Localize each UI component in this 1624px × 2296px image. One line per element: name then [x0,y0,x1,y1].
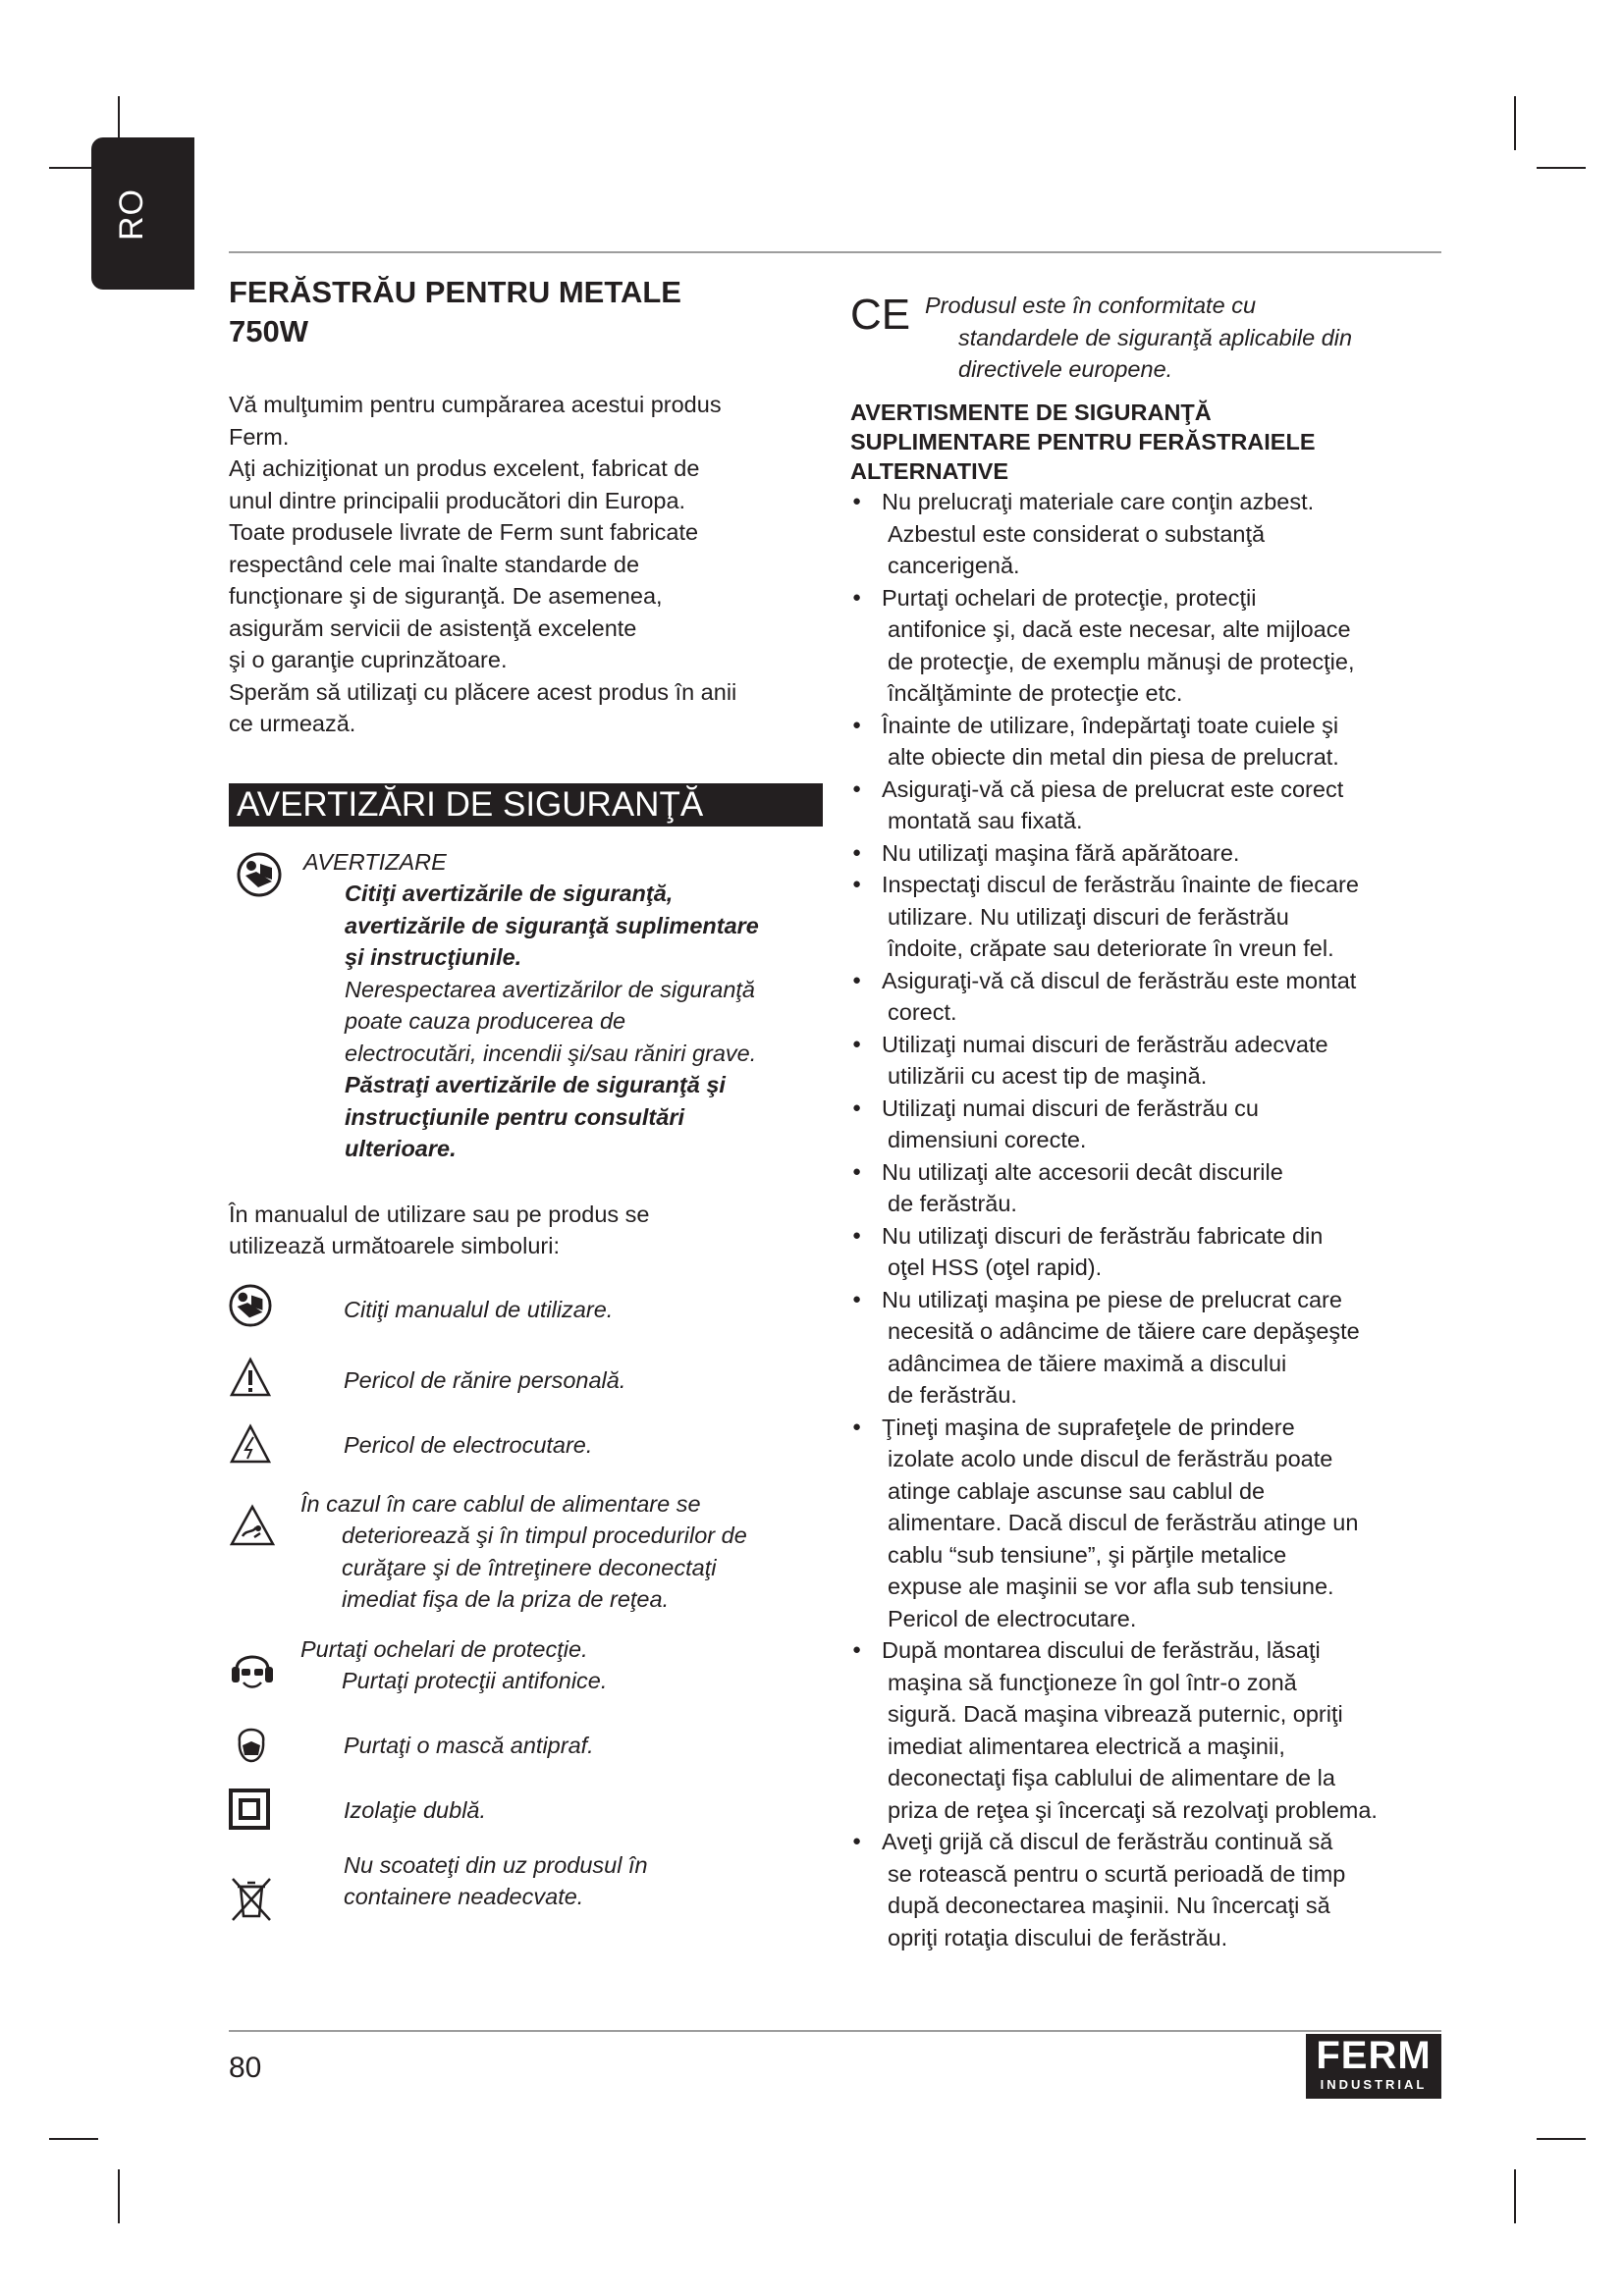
title-line: FERĂSTRĂU PENTRU METALE [229,275,681,309]
crop-mark [1514,96,1516,150]
symbol-row [229,1633,823,1720]
warning-bold-line: avertizările de siguranţă suplimentare [345,912,759,938]
bullet-line: ● După montarea discului de ferăstrău, lăsaţi [882,1637,1321,1663]
ce-block [850,290,1459,386]
bullet-line: cablu “sub tensiune”, şi părţile metalice [888,1541,1287,1568]
left-column [229,273,823,1928]
bullet-line: ● Inspectaţi discul de ferăstrău înainte de fiecare [882,872,1359,897]
double-insulation-icon [229,1789,270,1839]
bullet-line: Azbestul este considerat o substanţă [888,520,1266,547]
bullet-line: încălţăminte de protecţie etc. [888,680,1183,706]
bullet-line: ● Asiguraţi-vă că discul de ferăstrău este montat [882,967,1357,993]
bullet-line: maşina să funcţioneze în gol într-o zonă [888,1669,1297,1695]
symbol-row [229,1488,823,1633]
intro-line: unul dintre principalii producători din Europa. [229,487,686,513]
intro-line: asigurăm servicii de asistenţă excelente [229,614,637,641]
bullet-line: imediat alimentarea electrică a maşinii, [888,1733,1285,1759]
bullet-line: ● Înainte de utilizare, îndepărtaţi toate cuiele şi [882,712,1339,738]
safety-bullet-item [850,1634,1459,1826]
safety-bullet-item [850,1284,1459,1412]
bullet-line: după deconectarea maşinii. Nu încercaţi să [888,1893,1330,1918]
heading-line: ALTERNATIVE [850,458,1009,484]
safety-bullet-item [850,582,1459,710]
intro-line: Toate produsele livrate de Ferm sunt fabricate [229,519,699,545]
section-banner: AVERTIZĂRI DE SIGURANŢĂ [229,783,823,827]
symbols-intro-line: utilizează următoarele simboluri: [229,1233,560,1258]
bullet-line: ● Nu prelucraţi materiale care conţin azbest. [882,489,1315,514]
ce-text: standardele de siguranţă aplicabile din [958,324,1353,350]
goggles-earmuffs-icon [229,1647,276,1701]
symbol-text-block [229,1633,823,1697]
symbol-text: Nu scoateţi din uz produsul în [344,1851,648,1878]
safety-bullet-item [850,774,1459,837]
crop-mark [1514,2169,1516,2223]
page-number: 80 [229,2052,262,2084]
symbol-text: Purtaţi o mască antipraf. [344,1732,594,1758]
bullet-line: sigură. Dacă maşina vibrează puternic, opriţi [888,1701,1343,1727]
warning-italic-line: Nerespectarea avertizărilor de siguranţă [345,976,755,1002]
supplementary-heading [850,398,1459,486]
bullet-line: ● Utilizaţi numai discuri de ferăstrău cu [882,1095,1259,1121]
bottom-rule [229,2030,1441,2032]
bullet-line: îndoite, crăpate sau deteriorate în vreun fel. [888,935,1334,961]
bullet-line: de protecţie, de exemplu mănuşi de protecţie, [888,648,1355,674]
symbol-row [229,1720,823,1789]
bullet-line: antifonice şi, dacă este necesar, alte mijloace [888,616,1351,642]
right-column [850,290,1459,1953]
logo-subtext: INDUSTRIAL [1320,2077,1428,2092]
warning-bold-line: ulterioare. [345,1136,457,1161]
bullet-line: ● Ţineţi maşina de suprafeţele de prindere [882,1414,1295,1440]
ce-text: Produsul este în conformitate cu [925,293,1257,318]
electric-shock-icon [229,1423,272,1473]
language-code: RO [113,188,150,240]
bullet-line: corect. [888,999,957,1025]
safety-bullet-item [850,710,1459,774]
bullet-line: Pericol de electrocutare. [888,1605,1137,1631]
bullet-line: ● Nu utilizaţi alte accesorii decât discurile [882,1158,1283,1185]
intro-line: funcţionare şi de siguranţă. De asemenea, [229,583,663,609]
bullet-line: dimensiuni corecte. [888,1127,1087,1152]
symbol-text: În cazul în care cablul de alimentare se [300,1490,701,1517]
safety-bullet-item [850,1093,1459,1156]
safety-bullet-item [850,869,1459,965]
symbols-intro [229,1199,823,1262]
warning-italic-line: electrocutări, incendii şi/sau răniri grave. [345,1040,757,1066]
bullet-line: necesită o adâncime de tăiere care depăşeşte [888,1318,1360,1344]
symbol-text: Purtaţi ochelari de protecţie. [300,1635,588,1662]
warning-block [229,846,823,1165]
safety-bullet-item [850,1220,1459,1284]
bullet-line: ● Aveţi grijă că discul de ferăstrău continuă să [882,1829,1333,1854]
warning-heading: AVERTIZARE [303,848,447,875]
crop-mark [1537,2138,1586,2140]
bullet-line: de ferăstrău. [888,1191,1017,1216]
damaged-cable-icon [229,1504,276,1556]
intro-line: Vă mulţumim pentru cumpărarea acestui produs [229,392,722,417]
bullet-line: izolate acolo unde discul de ferăstrău poate [888,1446,1333,1471]
symbol-text: curăţare şi de întreţinere deconectaţi [342,1554,717,1580]
intro-line: Ferm. [229,423,290,450]
crop-mark [49,2138,98,2140]
safety-bullet-item [850,837,1459,870]
intro-line: Sperăm să utilizaţi cu plăcere acest produs în anii [229,678,737,705]
bullet-line: ● Asiguraţi-vă că piesa de prelucrat este corect [882,775,1344,802]
language-tab [91,137,194,290]
symbol-text: Citiţi manualul de utilizare. [344,1296,614,1322]
symbol-row [229,1355,823,1423]
ferm-industrial-logo [1306,2034,1441,2099]
bullet-line: utilizării cu acest tip de maşină. [888,1063,1208,1089]
symbol-text-block [229,1849,823,1913]
bullet-line: alte obiecte din metal din piesa de prelucrat. [888,744,1339,770]
bullet-line: expuse ale maşinii se vor afla sub tensiune. [888,1574,1334,1599]
symbol-text: imediat fişa de la priza de reţea. [342,1586,670,1612]
bullet-line: montată sau fixată. [888,808,1083,833]
bullet-line: oţel HSS (oţel rapid). [888,1255,1103,1280]
bullet-line: ● Purtaţi ochelari de protecţie, protecţii [882,584,1257,611]
safety-bullet-item [850,965,1459,1029]
symbol-row [229,1284,823,1355]
ce-text-block [850,290,1459,386]
bullet-line: adâncimea de tăiere maximă a discului [888,1350,1287,1376]
warning-bold-line: Citiţi avertizările de siguranţă, [345,881,674,906]
bullet-line: ● Nu utilizaţi maşina pe piese de prelucrat care [882,1286,1342,1312]
bullet-line: deconectaţi fişa cablului de alimentare de la [888,1765,1335,1790]
warning-triangle-icon [229,1357,272,1407]
crossed-bin-icon [229,1875,274,1933]
title-line: 750W [229,314,308,348]
heading-line: AVERTISMENTE DE SIGURANŢĂ [850,400,1212,425]
logo-text: FERM [1316,2034,1432,2077]
bullet-line: priza de reţea şi încercaţi să rezolvaţi problema. [888,1796,1378,1823]
intro-line: ce urmează. [229,711,356,736]
bullet-line: ● Utilizaţi numai discuri de ferăstrău adecvate [882,1031,1328,1057]
top-rule [229,251,1441,253]
read-manual-icon [229,1284,272,1336]
safety-bullet-item [850,1826,1459,1953]
safety-bullet-item [850,486,1459,582]
bullet-line: de ferăstrău. [888,1382,1017,1408]
safety-bullet-item [850,1412,1459,1635]
symbol-row [229,1849,823,1928]
bullet-line: alimentare. Dacă discul de ferăstrău atinge un [888,1510,1359,1535]
intro-line: şi o garanţie cuprinzătoare. [229,647,508,672]
symbol-text: Pericol de rănire personală. [344,1366,626,1393]
warning-bold-line: Păstraţi avertizările de siguranţă şi [345,1072,726,1097]
dust-mask-icon [229,1720,274,1776]
intro-line: respectând cele mai înalte standarde de [229,551,640,577]
safety-bullet-item [850,1156,1459,1220]
read-manual-icon [237,852,282,906]
crop-mark [1537,167,1586,169]
ce-text: directivele europene. [958,356,1173,382]
page-title [229,273,823,351]
bullet-line: atinge cablaje ascunse sau cablul de [888,1477,1266,1504]
symbol-text: deteriorează şi în timpul procedurilor de [342,1522,747,1548]
warning-bold-line: instrucţiunile pentru consultări [345,1103,685,1130]
intro-line: Aţi achiziţionat un produs excelent, fabricat de [229,455,700,481]
intro-paragraph [229,389,823,740]
crop-mark [118,2169,120,2223]
bullet-line: utilizare. Nu utilizaţi discuri de ferăstrău [888,903,1289,930]
bullet-line: opriţi rotaţia discului de ferăstrău. [888,1924,1228,1950]
warning-bold-line: şi instrucţiunile. [345,944,522,970]
heading-line: SUPLIMENTARE PENTRU FERĂSTRAIELE [850,429,1316,454]
symbol-text: Izolaţie dublă. [344,1796,487,1823]
bullet-line: se rotească pentru o scurtă perioadă de timp [888,1860,1346,1887]
symbol-text: Purtaţi protecţii antifonice. [342,1668,608,1693]
symbol-row [229,1789,823,1849]
safety-bullet-list [850,486,1459,1953]
safety-bullet-item [850,1029,1459,1093]
warning-italic-line: poate cauza producerea de [345,1008,626,1034]
symbol-text: containere neadecvate. [344,1884,584,1909]
symbol-row [229,1423,823,1488]
bullet-line: cancerigenă. [888,553,1020,578]
bullet-line: ● Nu utilizaţi discuri de ferăstrău fabricate din [882,1222,1324,1249]
ce-mark-icon: CE [850,291,911,339]
symbol-text-block [229,1488,823,1616]
bullet-line: ● Nu utilizaţi maşina fără apărătoare. [882,839,1240,866]
symbols-intro-line: În manualul de utilizare sau pe produs se [229,1201,650,1227]
symbol-text: Pericol de electrocutare. [344,1431,593,1458]
